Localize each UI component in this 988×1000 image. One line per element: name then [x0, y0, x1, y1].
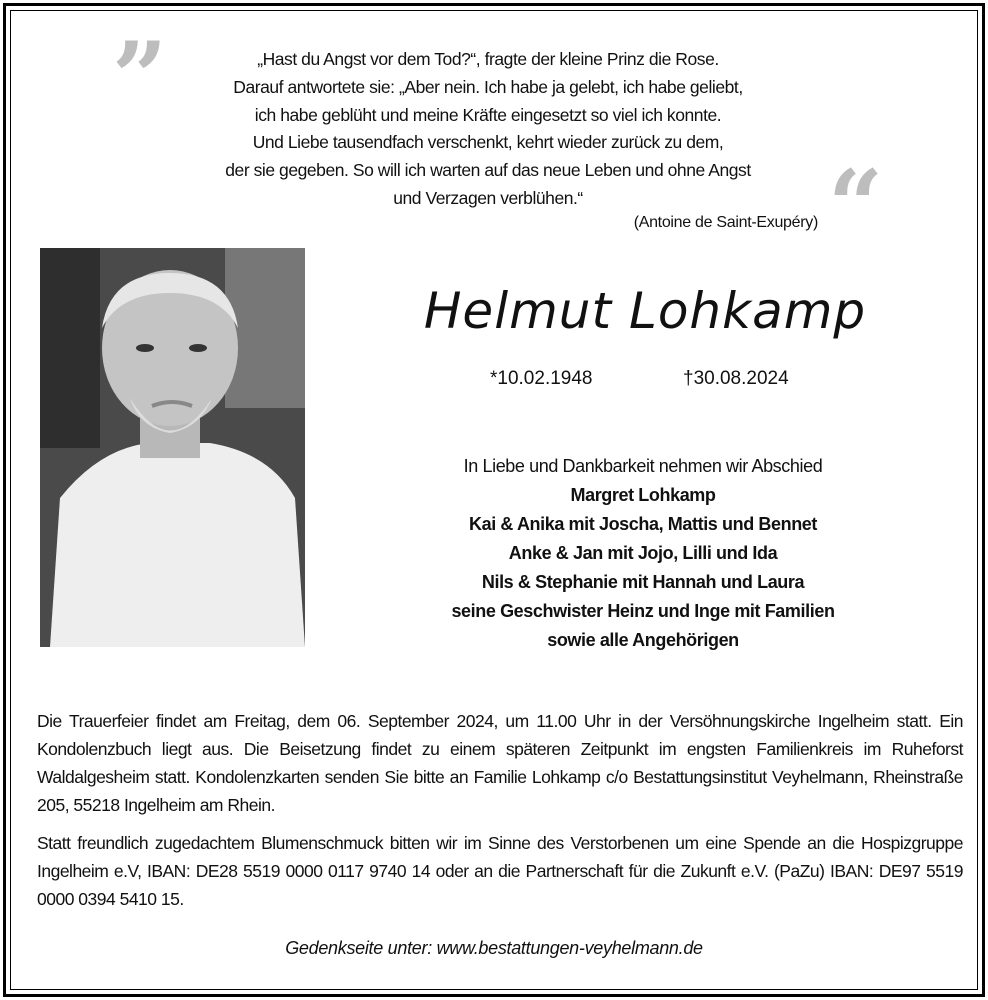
quote-attribution: (Antoine de Saint-Exupéry): [633, 214, 818, 231]
donation-paragraph: Statt freundlich zugedachtem Blumenschmuck bitten wir im Sinne des Verstorbenen um eine Spende an die Hospizgruppe Ingelheim e.V, IBAN: DE28 5519 0000 0117 9740 14 oder an die Partnerschaft für die Zukunft e.V. (PaZu) IBAN: DE97 5519 0000 0394 5410 15.: [37, 833, 963, 909]
deceased-name: Helmut Lohkamp: [423, 282, 867, 340]
close-quote-mark-icon: “: [828, 149, 884, 262]
mourner-name: Nils & Stephanie mit Hannah und Laura: [481, 572, 805, 592]
quote-line: ich habe geblüht und meine Kräfte eingesetzt so viel ich konnte.: [254, 104, 722, 125]
ceremony-paragraph: Die Trauerfeier findet am Freitag, dem 06. September 2024, um 11.00 Uhr in der Versöhnungskirche Ingelheim statt. Ein Kondolenzbuch liegt aus. Die Beisetzung findet zu einem späteren Zeitpunkt im engsten Familienkreis im Ruheforst Waldalgesheim statt. Kondolenzkarten senden Sie bitte an Familie Lohkamp c/o Bestattungsinstitut Veyhelmann, Rheinstraße 205, 55218 Ingelheim am Rhein.: [37, 711, 963, 815]
mourner-name: Margret Lohkamp: [570, 485, 716, 505]
birth-date: *10.02.1948: [490, 368, 593, 389]
quote-text: [150, 46, 826, 213]
mourner-name: seine Geschwister Heinz und Inge mit Familien: [451, 601, 835, 621]
quote-line: und Verzagen verblühen.“: [393, 187, 583, 208]
memorial-page-link[interactable]: Gedenkseite unter: www.bestattungen-veyhelmann.de: [285, 938, 703, 958]
quote-line: Darauf antwortete sie: „Aber nein. Ich habe ja gelebt, ich habe geliebt,: [233, 76, 743, 97]
mourner-name: sowie alle Angehörigen: [547, 630, 739, 650]
mourner-name: Kai & Anika mit Joscha, Mattis und Bennet: [469, 514, 817, 534]
mourner-name: Anke & Jan mit Jojo, Lilli und Ida: [508, 543, 778, 563]
quote-line: der sie gegeben. So will ich warten auf das neue Leben und ohne Angst: [225, 160, 751, 181]
death-date: †30.08.2024: [683, 368, 789, 389]
portrait-photo: [40, 248, 305, 647]
mourners-intro: In Liebe und Dankbarkeit nehmen wir Abschied: [463, 456, 823, 476]
quote-line: Und Liebe tausendfach verschenkt, kehrt wieder zurück zu dem,: [252, 132, 724, 153]
open-quote-mark-icon: ”: [112, 21, 168, 134]
quote-line: „Hast du Angst vor dem Tod?“, fragte der kleine Prinz die Rose.: [257, 49, 719, 69]
mourners-list: [340, 452, 946, 655]
